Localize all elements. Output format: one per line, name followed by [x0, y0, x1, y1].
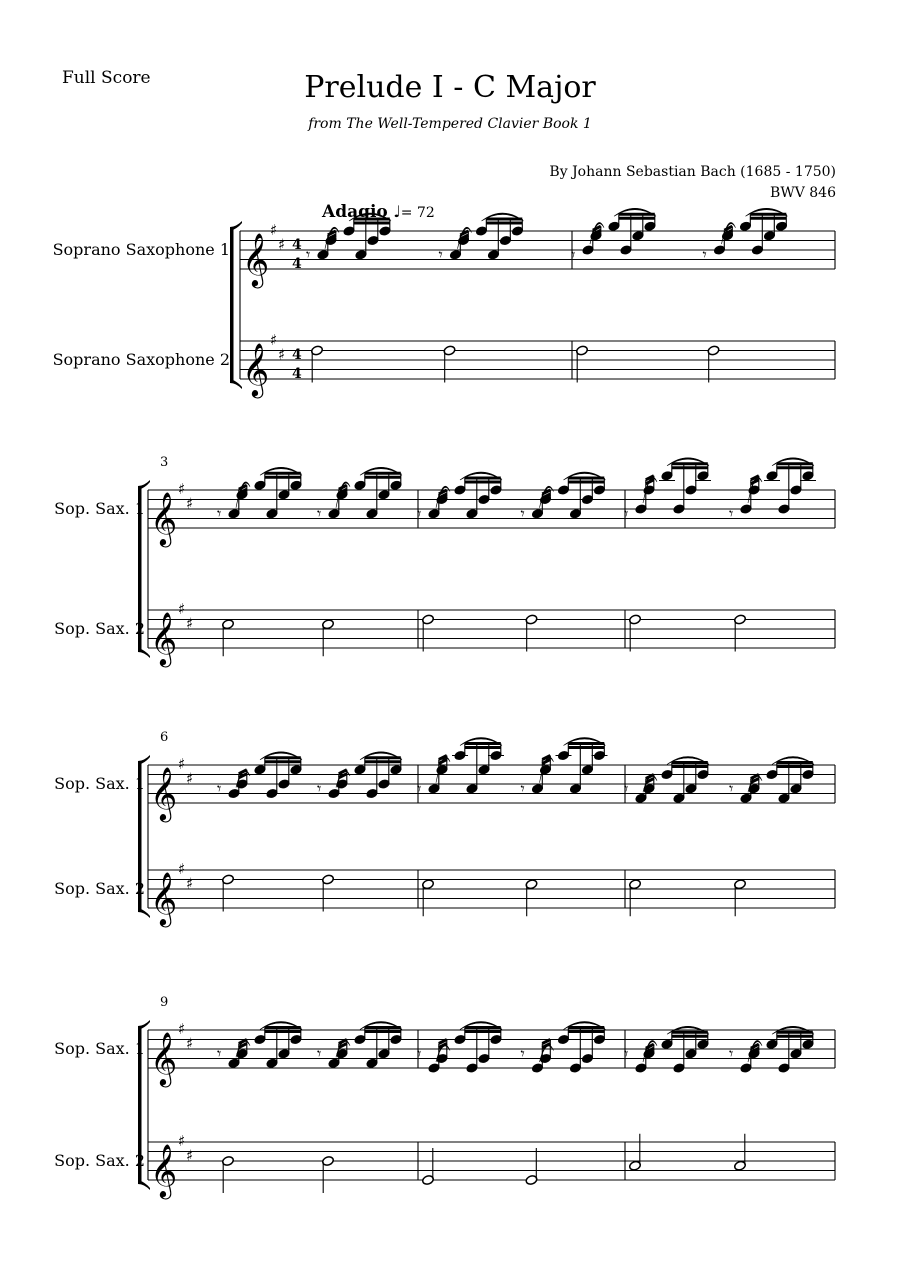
instrument-label: Soprano Saxophone 1 — [52, 240, 230, 259]
eighth-rest: 𝄾 — [417, 778, 422, 798]
key-sharp: ♯ — [186, 1146, 194, 1165]
eighth-rest: 𝄾 — [624, 503, 629, 523]
measure-number: 9 — [160, 995, 169, 1010]
instrument-label: Sop. Sax. 1 — [54, 499, 145, 518]
treble-clef: 𝄞 — [150, 1143, 178, 1197]
eighth-rest: 𝄾 — [520, 1043, 525, 1063]
eighth-rest: 𝄾 — [417, 1043, 422, 1063]
key-sharp: ♯ — [178, 1020, 186, 1038]
key-sharp: ♯ — [270, 331, 278, 349]
bracket-tip — [138, 648, 150, 658]
time-sig-bottom: 4 — [292, 256, 302, 272]
eighth-rest: 𝄾 — [520, 503, 525, 523]
instrument-label: Sop. Sax. 1 — [54, 1039, 145, 1058]
eighth-rest: 𝄾 — [729, 1043, 734, 1063]
page-title: Prelude I - C Major — [304, 70, 596, 105]
instrument-label: Sop. Sax. 2 — [54, 1151, 145, 1170]
time-sig-bottom: 4 — [292, 366, 302, 382]
treble-clef: 𝄞 — [150, 1031, 178, 1085]
bracket-tip — [138, 1020, 150, 1030]
eighth-rest: 𝄾 — [317, 503, 322, 523]
eighth-rest: 𝄾 — [217, 503, 222, 523]
key-sharp: ♯ — [178, 860, 186, 878]
key-sharp: ♯ — [278, 345, 286, 364]
eighth-rest: 𝄾 — [317, 1043, 322, 1063]
eighth-rest: 𝄾 — [624, 778, 629, 798]
key-sharp: ♯ — [186, 614, 194, 633]
eighth-rest: 𝄾 — [306, 244, 311, 264]
eighth-rest: 𝄾 — [702, 244, 707, 264]
tempo-text: Adagio — [322, 202, 388, 222]
eighth-rest: 𝄾 — [317, 778, 322, 798]
key-sharp: ♯ — [186, 769, 194, 788]
score-label: Full Score — [62, 68, 151, 88]
key-sharp: ♯ — [270, 221, 278, 239]
key-sharp: ♯ — [178, 755, 186, 773]
eighth-rest: 𝄾 — [624, 1043, 629, 1063]
key-sharp: ♯ — [178, 480, 186, 498]
eighth-rest: 𝄾 — [217, 778, 222, 798]
bracket-tip — [138, 1180, 150, 1190]
tempo-value: = 72 — [400, 205, 435, 221]
key-sharp: ♯ — [186, 874, 194, 893]
bracket-tip — [138, 908, 150, 918]
time-sig-top: 4 — [292, 237, 302, 253]
treble-clef: 𝄞 — [150, 766, 178, 820]
instrument-label: Soprano Saxophone 2 — [52, 350, 230, 369]
time-sig-top: 4 — [292, 347, 302, 363]
key-sharp: ♯ — [278, 235, 286, 254]
measure-number: 6 — [160, 730, 169, 745]
bracket-tip — [138, 755, 150, 765]
eighth-rest: 𝄾 — [438, 244, 443, 264]
measure-number: 3 — [160, 455, 169, 470]
treble-clef: 𝄞 — [150, 611, 178, 665]
treble-clef: 𝄞 — [242, 232, 270, 286]
quarter-note-icon: ♩ — [393, 202, 401, 221]
key-sharp: ♯ — [186, 1034, 194, 1053]
key-sharp: ♯ — [178, 600, 186, 618]
subtitle: from The Well-Tempered Clavier Book 1 — [308, 116, 592, 132]
eighth-rest: 𝄾 — [729, 503, 734, 523]
catalog-number: BWV 846 — [770, 185, 836, 201]
system-bracket — [230, 227, 234, 383]
instrument-label: Sop. Sax. 2 — [54, 619, 145, 638]
instrument-label: Sop. Sax. 1 — [54, 774, 145, 793]
key-sharp: ♯ — [178, 1132, 186, 1150]
treble-clef: 𝄞 — [150, 871, 178, 925]
instrument-label: Sop. Sax. 2 — [54, 879, 145, 898]
eighth-rest: 𝄾 — [417, 503, 422, 523]
eighth-rest: 𝄾 — [729, 778, 734, 798]
eighth-rest: 𝄾 — [520, 778, 525, 798]
treble-clef: 𝄞 — [242, 342, 270, 396]
bracket-tip — [230, 379, 242, 389]
eighth-rest: 𝄾 — [217, 1043, 222, 1063]
bracket-tip — [230, 221, 242, 231]
eighth-rest: 𝄾 — [571, 244, 576, 264]
bracket-tip — [138, 480, 150, 490]
composer: By Johann Sebastian Bach (1685 - 1750) — [549, 164, 836, 180]
key-sharp: ♯ — [186, 494, 194, 513]
treble-clef: 𝄞 — [150, 491, 178, 545]
